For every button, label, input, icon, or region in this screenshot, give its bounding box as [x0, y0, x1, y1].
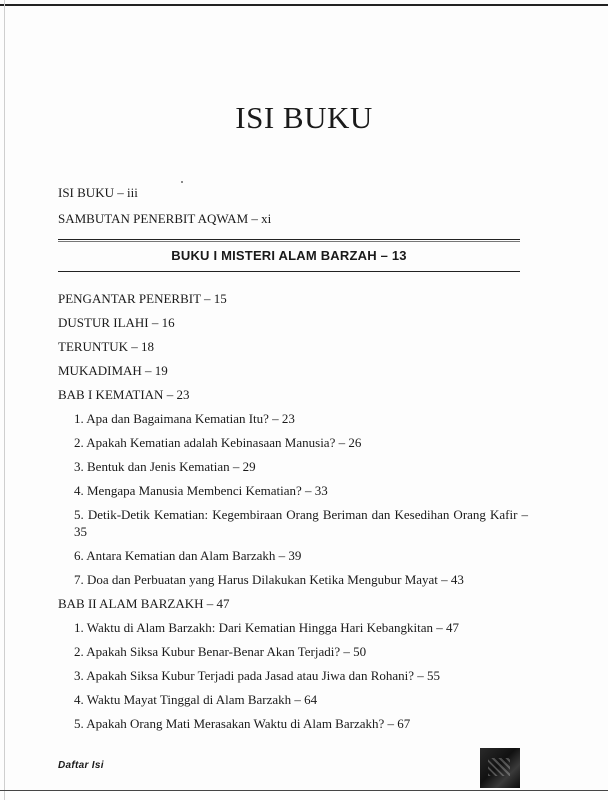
section-heading-bar	[58, 239, 520, 272]
toc-subentry: 2. Apakah Siksa Kubur Benar-Benar Akan Terjadi? – 50	[74, 644, 367, 659]
toc-subentry: 1. Waktu di Alam Barzakh: Dari Kematian Hingga Hari Kebangkitan – 47	[74, 620, 459, 635]
footer-label: Daftar Isi	[58, 760, 104, 771]
toc-subentry: 5. Detik-Detik Kematian: Kegembiraan Orang Beriman dan Kesedihan Orang Kafir – 35	[74, 507, 528, 539]
section-rule-bottom	[58, 271, 520, 272]
toc-entry: BAB II ALAM BARZAKH – 47	[58, 596, 230, 611]
toc-subentry: 1. Apa dan Bagaimana Kematian Itu? – 23	[74, 411, 295, 426]
front-matter-list	[58, 180, 271, 232]
front-matter-item: ISI BUKU – iii	[58, 185, 138, 200]
bottom-border	[0, 790, 608, 791]
toc-subentry: 3. Apakah Siksa Kubur Terjadi pada Jasad atau Jiwa dan Rohani? – 55	[74, 668, 441, 683]
toc-entry: DUSTUR ILAHI – 16	[58, 315, 175, 330]
toc-entry: TERUNTUK – 18	[58, 339, 155, 354]
toc-subentry: 3. Bentuk dan Jenis Kematian – 29	[74, 459, 256, 474]
toc-subentry: 7. Doa dan Perbuatan yang Harus Dilakukan Ketika Mengubur Mayat – 43	[74, 572, 464, 587]
table-of-contents	[58, 290, 528, 739]
toc-subentry: 5. Apakah Orang Mati Merasakan Waktu di Alam Barzakh? – 67	[74, 716, 411, 731]
top-border	[0, 4, 608, 6]
page-title: ISI BUKU	[235, 100, 373, 135]
toc-subentry: 6. Antara Kematian dan Alam Barzakh – 39	[74, 548, 302, 563]
toc-entry: BAB I KEMATIAN – 23	[58, 387, 190, 402]
thumb-tab-marker	[480, 748, 520, 788]
toc-subentry: 2. Apakah Kematian adalah Kebinasaan Manusia? – 26	[74, 435, 362, 450]
toc-entry: MUKADIMAH – 19	[58, 363, 168, 378]
section-rule-top	[58, 239, 520, 240]
section-rule-top-inner	[58, 241, 520, 242]
toc-entry: PENGANTAR PENERBIT – 15	[58, 291, 227, 306]
toc-subentry: 4. Mengapa Manusia Membenci Kematian? – 33	[74, 483, 328, 498]
front-matter-item: SAMBUTAN PENERBIT AQWAM – xi	[58, 211, 272, 226]
section-heading: BUKU I MISTERI ALAM BARZAH – 13	[171, 248, 407, 263]
toc-subentry: 4. Waktu Mayat Tinggal di Alam Barzakh – 64	[74, 692, 318, 707]
